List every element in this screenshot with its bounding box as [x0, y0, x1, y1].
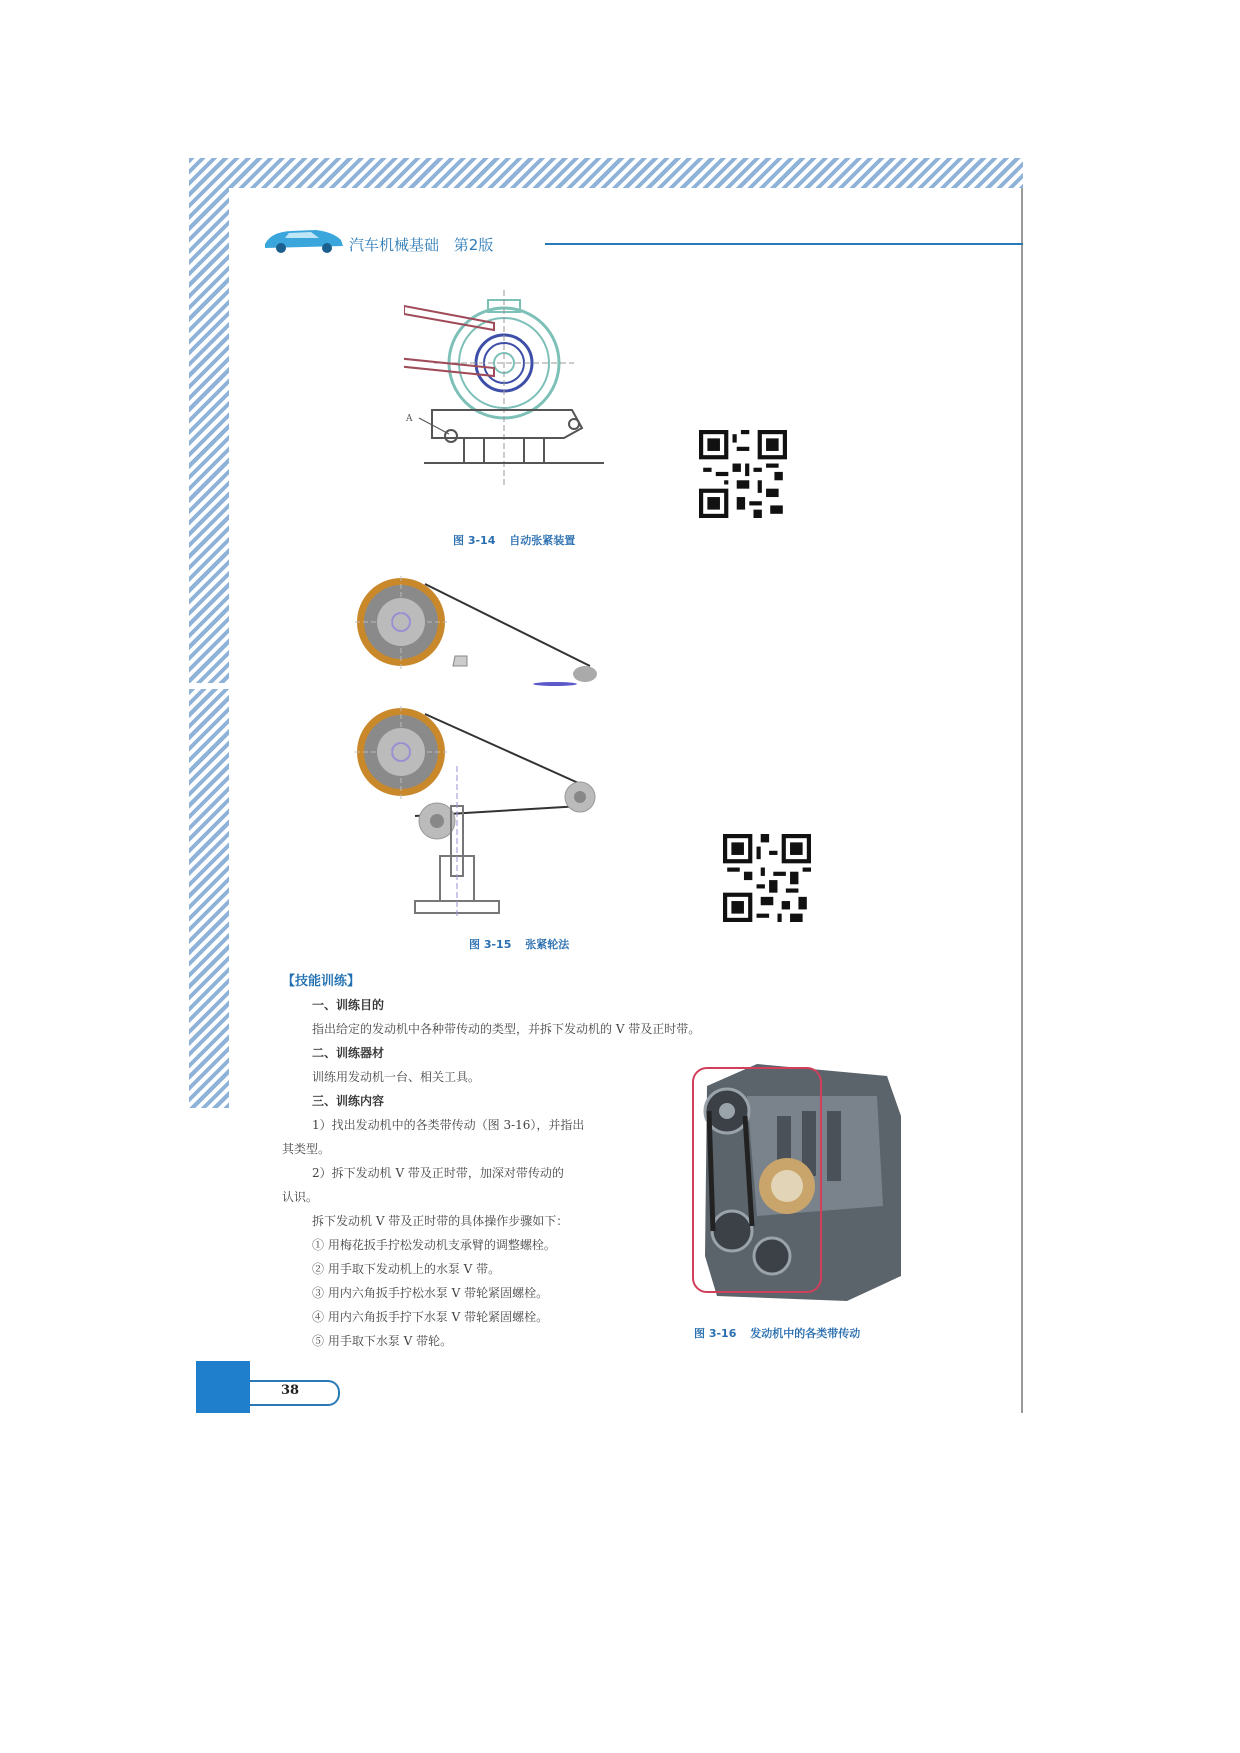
page-number: 38 [281, 1383, 300, 1398]
figure-3-15-title: 张紧轮法 [525, 938, 570, 951]
figure-3-16-title: 发动机中的各类带传动 [750, 1327, 861, 1340]
subhead-objective: 一、训练目的 [312, 998, 385, 1012]
car-logo-icon [261, 224, 345, 254]
book-page [189, 158, 1023, 1413]
running-header [349, 234, 493, 255]
procedure-step-2: ② 用手取下发动机上的水泵 V 带。 [312, 1262, 501, 1276]
book-title: 汽车机械基础 [349, 236, 440, 254]
procedure-step-1: ① 用梅花扳手拧松发动机支承臂的调整螺栓。 [312, 1238, 556, 1252]
figure-3-15-caption [469, 936, 569, 952]
qr-code-icon[interactable] [699, 430, 787, 518]
header-rule [545, 243, 1023, 245]
paragraph-equipment: 训练用发动机一台、相关工具。 [312, 1070, 481, 1084]
procedure-step-5: ⑤ 用手取下水泵 V 带轮。 [312, 1334, 453, 1348]
paragraph-objective: 指出给定的发动机中各种带传动的类型，并拆下发动机的 V 带及正时带。 [312, 1022, 701, 1036]
figure-3-16-number: 图 3-16 [694, 1327, 737, 1340]
section-heading: 【技能训练】 [282, 974, 361, 989]
procedure-step-3: ③ 用内六角扳手拧松水泵 V 带轮紧固螺栓。 [312, 1286, 549, 1300]
page-right-rule [1021, 188, 1023, 1413]
page-gap [189, 683, 229, 689]
callout-a: A [406, 414, 413, 424]
paragraph-step-1: 1）找出发动机中的各类带传动（图 3-16），并指出 [312, 1118, 585, 1132]
paragraph-step-2-cont: 认识。 [282, 1190, 319, 1204]
paragraph-step-2: 2）拆下发动机 V 带及正时带，加深对带传动的 [312, 1166, 564, 1180]
paragraph-step-1-cont: 其类型。 [282, 1142, 331, 1156]
decorative-top-stripe [189, 158, 1023, 188]
qr-code-icon[interactable] [723, 834, 811, 922]
subhead-content: 三、训练内容 [312, 1094, 385, 1108]
decorative-left-stripe [189, 158, 229, 1108]
page-number-tab [196, 1361, 250, 1413]
figure-3-14-title: 自动张紧装置 [509, 534, 576, 547]
figure-3-14-auto-tensioner-drawing [404, 288, 624, 498]
figure-3-14-caption [453, 532, 575, 548]
figure-3-15-tensioner-drawing [355, 706, 615, 926]
procedure-step-4: ④ 用内六角扳手拧下水泵 V 带轮紧固螺栓。 [312, 1310, 549, 1324]
figure-3-16-caption [694, 1325, 860, 1341]
subhead-equipment: 二、训练器材 [312, 1046, 385, 1060]
edition-label: 第2版 [453, 236, 494, 254]
figure-3-16-engine-photo [687, 1056, 911, 1306]
paragraph-procedure-intro: 拆下发动机 V 带及正时带的具体操作步骤如下： [312, 1214, 569, 1228]
figure-3-15-number: 图 3-15 [469, 938, 512, 951]
figure-3-15-partial-drawing [355, 576, 615, 686]
figure-3-14-number: 图 3-14 [453, 534, 496, 547]
